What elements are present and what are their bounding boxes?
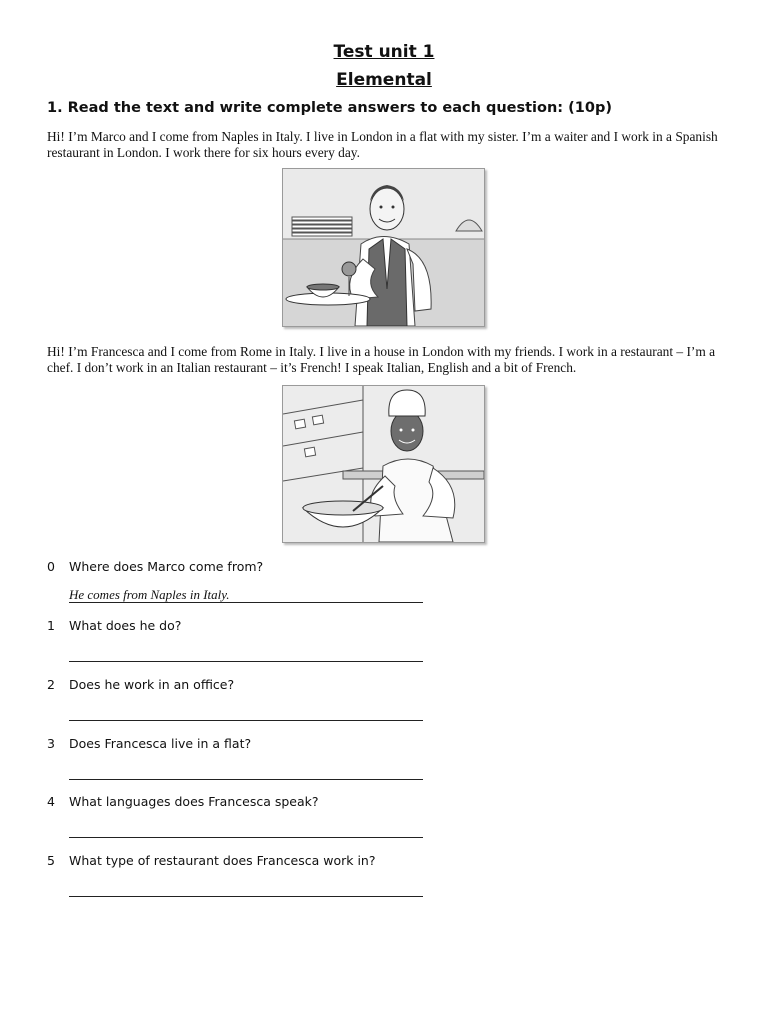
answer-line-2[interactable] [69,706,423,721]
question-2: 2 Does he work in an office? [47,677,235,692]
answer-line-1[interactable] [69,647,423,662]
answer-line-5[interactable] [69,882,423,897]
question-0-text: Where does Marco come from? [69,559,264,574]
page-subtitle: Elemental [336,70,432,90]
question-4: 4 What languages does Francesca speak? [47,794,319,809]
answer-line-3[interactable] [69,765,423,780]
waiter-illustration [282,168,485,327]
question-1-text: What does he do? [69,618,182,633]
answer-line-4[interactable] [69,823,423,838]
francesca-text: Hi! I’m Francesca and I come from Rome in Italy. I live in a house in London with my friends. I work in a restaurant – I’m a chef. I don’t work in an Italian restaurant – it’s French! I speak Italian, English and a bit of French. [47,344,716,375]
answer-line-0[interactable] [69,588,423,603]
marco-text: Hi! I’m Marco and I come from Naples in Italy. I live in London in a flat with my sister. I’m a waiter and I work in a Spanish restaurant in London. I work there for six hours every day. [47,129,718,160]
question-5-text: What type of restaurant does Francesca work in? [69,853,376,868]
page-title: Test unit 1 [333,42,435,62]
question-2-text: Does he work in an office? [69,677,235,692]
question-0: 0 Where does Marco come from? [47,559,264,574]
question-4-text: What languages does Francesca speak? [69,794,319,809]
question-5: 5 What type of restaurant does Francesca work in? [47,853,376,868]
question-3-text: Does Francesca live in a flat? [69,736,252,751]
question-3: 3 Does Francesca live in a flat? [47,736,252,751]
question-1: 1 What does he do? [47,618,182,633]
exercise-instruction: 1. Read the text and write complete answers to each question: (10p) [47,100,612,116]
answer-0-text: He comes from Naples in Italy. [69,587,230,602]
chef-illustration [282,385,485,543]
